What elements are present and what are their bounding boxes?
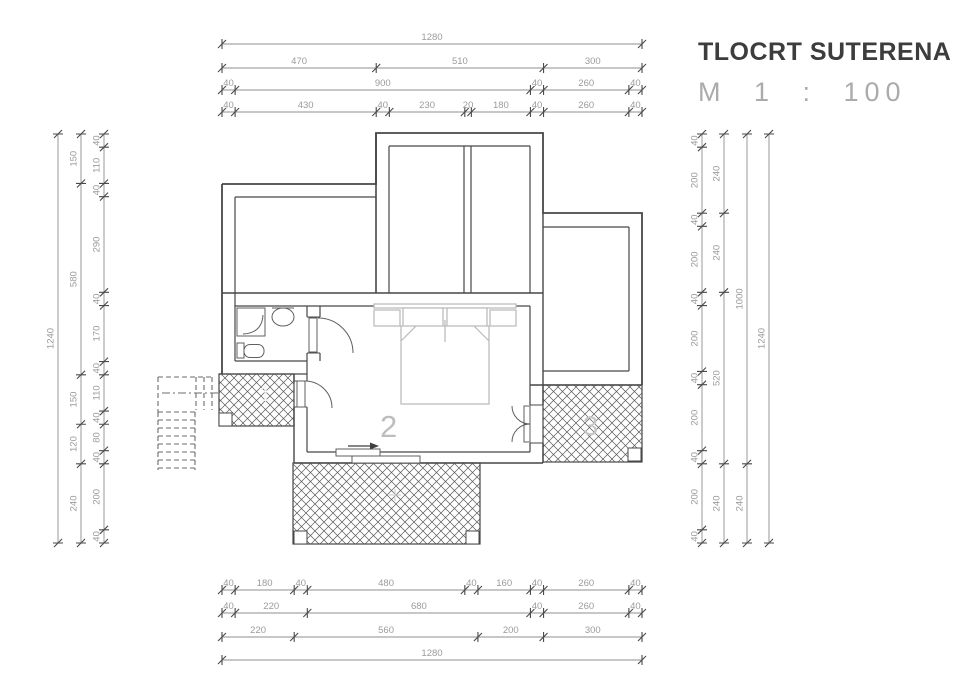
dimension-value: 40 [91,362,103,374]
dimension-value: 300 [584,625,601,636]
dimension-value: 560 [378,625,394,636]
dimension-value: 40 [689,372,701,384]
dimension-chain-bottom-3 [218,648,646,665]
dimension-value: 470 [291,56,308,67]
dimension-value: 40 [689,531,701,542]
sliding-door [336,449,420,463]
dimension-value: 40 [223,100,234,111]
dimension-chain-right-0 [690,130,708,547]
dimension-value: 480 [378,578,394,589]
dimension-value: 680 [410,601,427,612]
bathroom [237,308,294,358]
dimension-value: 240 [711,495,723,512]
dimension-value: 1280 [421,648,443,659]
dimension-value: 520 [711,370,723,387]
sink [272,308,294,326]
dimension-value: 40 [630,578,641,589]
dimension-value: 40 [531,601,543,612]
dimension-value: 80 [91,432,103,443]
dimension-value: 20 [462,100,474,111]
dimension-value: 240 [711,244,723,261]
dimension-value: 40 [689,135,701,146]
dimension-value: 510 [451,56,468,67]
dimension-value: 40 [531,578,543,589]
dimension-chain-top-1 [218,56,646,73]
dimension-value: 40 [689,293,701,305]
bed [374,304,516,404]
pillow-right [447,308,487,328]
dimension-chain-bottom-1 [218,601,646,618]
dimension-value: 40 [689,451,701,463]
landing-door [297,381,332,408]
dimension-chain-top-3 [218,100,646,117]
toilet [237,343,264,358]
dimension-value: 40 [531,100,543,111]
dimension-value: 1000 [734,288,746,310]
dimension-value: 200 [689,172,701,189]
dimension-value: 900 [374,78,391,89]
room-label-2: 2 [380,409,398,444]
terrace-3-column [628,448,641,461]
dimension-value: 220 [250,625,267,636]
dimension-value: 120 [68,436,80,452]
dimension-value: 160 [496,578,513,589]
floor-plan [158,133,642,544]
dimension-value: 40 [91,531,103,542]
terrace-french-door [512,406,530,442]
dimension-value: 110 [91,157,103,173]
dimension-value: 200 [502,625,519,636]
dimension-value: 220 [263,601,280,612]
dimension-value: 290 [91,236,103,253]
nightstand-right [490,310,516,326]
scale-label: M 1 : 100 [698,77,907,107]
room-label-3: 3 [583,411,599,441]
dimension-chain-left-0 [46,130,64,547]
dimension-value: 40 [91,451,103,463]
dimension-value: 180 [256,578,273,589]
dimension-value: 40 [91,412,103,423]
dimension-value: 1280 [421,32,443,43]
dimension-value: 40 [91,135,103,146]
dimension-value: 240 [711,165,723,182]
dimension-chain-bottom-2 [218,625,646,642]
exterior-stairs [158,377,219,470]
dimension-value: 40 [466,578,477,589]
nightstand-left [374,310,400,326]
dimension-value: 40 [295,578,307,589]
dimension-value: 240 [734,495,746,512]
dimension-value: 200 [689,488,701,505]
dimension-value: 40 [531,78,543,89]
dimension-value: 170 [91,325,103,342]
terrace-column-right [466,531,479,544]
dimension-value: 200 [689,251,701,268]
entry-direction-arrow [348,443,379,450]
dimension-value: 40 [223,601,234,612]
main-terrace-hatch [293,463,480,544]
dimension-value: 110 [91,385,103,401]
dimension-chain-right-3 [757,130,775,547]
dimension-value: 180 [492,100,509,111]
dimension-value: 200 [689,330,701,347]
room-label-1: 1 [259,381,272,406]
dimension-value: 150 [68,391,80,408]
dimension-chain-bottom-0 [218,578,646,595]
dimension-chain-left-1 [69,130,87,547]
dimension-chain-right-2 [735,130,753,547]
terrace-column-left [294,531,307,544]
shower [237,308,265,336]
dimension-value: 200 [91,488,103,505]
door-swing-arc [305,381,332,408]
dimension-value: 260 [578,78,595,89]
dimension-value: 260 [578,601,595,612]
dimension-chain-top-0 [218,32,646,49]
dimension-value: 40 [630,100,641,111]
door-swing-arc [318,318,353,353]
dimension-value: 200 [689,409,701,426]
dimension-chain-right-1 [712,130,730,547]
dimension-value: 40 [630,601,641,612]
dimension-value: 260 [578,100,595,111]
dimension-value: 40 [91,184,103,196]
dimension-value: 40 [223,578,234,589]
dimension-value: 300 [584,56,601,67]
dimension-value: 40 [377,100,389,111]
pillow-left [403,308,443,328]
landing-column [219,413,232,426]
dimension-value: 40 [630,78,641,89]
headboard [374,304,516,308]
dimension-value: 240 [68,495,80,512]
dimension-value: 430 [297,100,314,111]
dimension-value: 40 [223,78,234,89]
dimension-value: 260 [578,578,595,589]
dimension-chain-left-2 [92,130,110,547]
dimension-value: 1240 [45,327,57,350]
dimension-value: 580 [68,271,80,288]
dimension-value: 150 [68,150,80,167]
page-title: TLOCRT SUTERENA [698,38,952,66]
dimension-value: 40 [91,293,103,305]
dimension-value: 40 [689,214,701,226]
dimension-chain-top-2 [218,78,646,95]
dimension-value: 230 [419,100,436,111]
bathroom-door [309,318,353,353]
dimension-value: 1240 [756,327,768,350]
